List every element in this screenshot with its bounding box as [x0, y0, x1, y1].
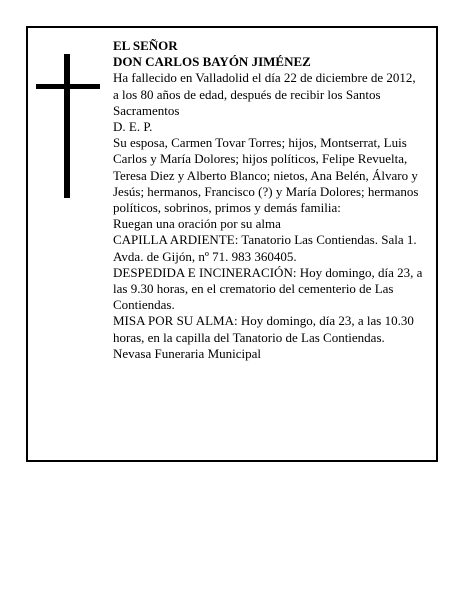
obituary-text	[113, 38, 423, 362]
chapel-info: CAPILLA ARDIENTE: Tanatorio Las Contiendas. Sala 1. Avda. de Gijón, nº 71. 983 360405.	[113, 232, 417, 264]
title-line-1: EL SEÑOR	[113, 38, 178, 53]
mass-info: MISA POR SU ALMA: Hoy domingo, día 23, a las 10.30 horas, en la capilla del Tanatorio de Las Contiendas.	[113, 313, 414, 345]
rest-in-peace: D. E. P.	[113, 119, 153, 135]
funeral-home: Nevasa Funeraria Municipal	[113, 345, 262, 361]
deceased-name: DON CARLOS BAYÓN JIMÉNEZ	[113, 54, 311, 70]
family-list: Su esposa, Carmen Tovar Torres; hijos, Montserrat, Luis Carlos y María Dolores; hijos políticos, Felipe Revuelta, Teresa Diez y Alberto Blanco; nietos, Ana Belén, Álvaro y Jesús; hermanos, Francisco (?) y María Dolores; hermanos políticos, sobrinos, primos y demás familia:	[113, 135, 419, 216]
cross-horizontal-bar	[36, 84, 100, 89]
prayer-request: Ruegan una oración por su alma	[113, 216, 281, 232]
farewell-info: DESPEDIDA E INCINERACIÓN: Hoy domingo, día 23, a las 9.30 horas, en el crematorio del cementerio de Las Contiendas.	[113, 264, 423, 313]
death-announcement: Ha fallecido en Valladolid el día 22 de diciembre de 2012, a los 80 años de edad, después de recibir los Santos Sacramentos	[113, 70, 416, 118]
cross-icon	[36, 54, 100, 198]
cross-vertical-bar	[64, 54, 70, 198]
